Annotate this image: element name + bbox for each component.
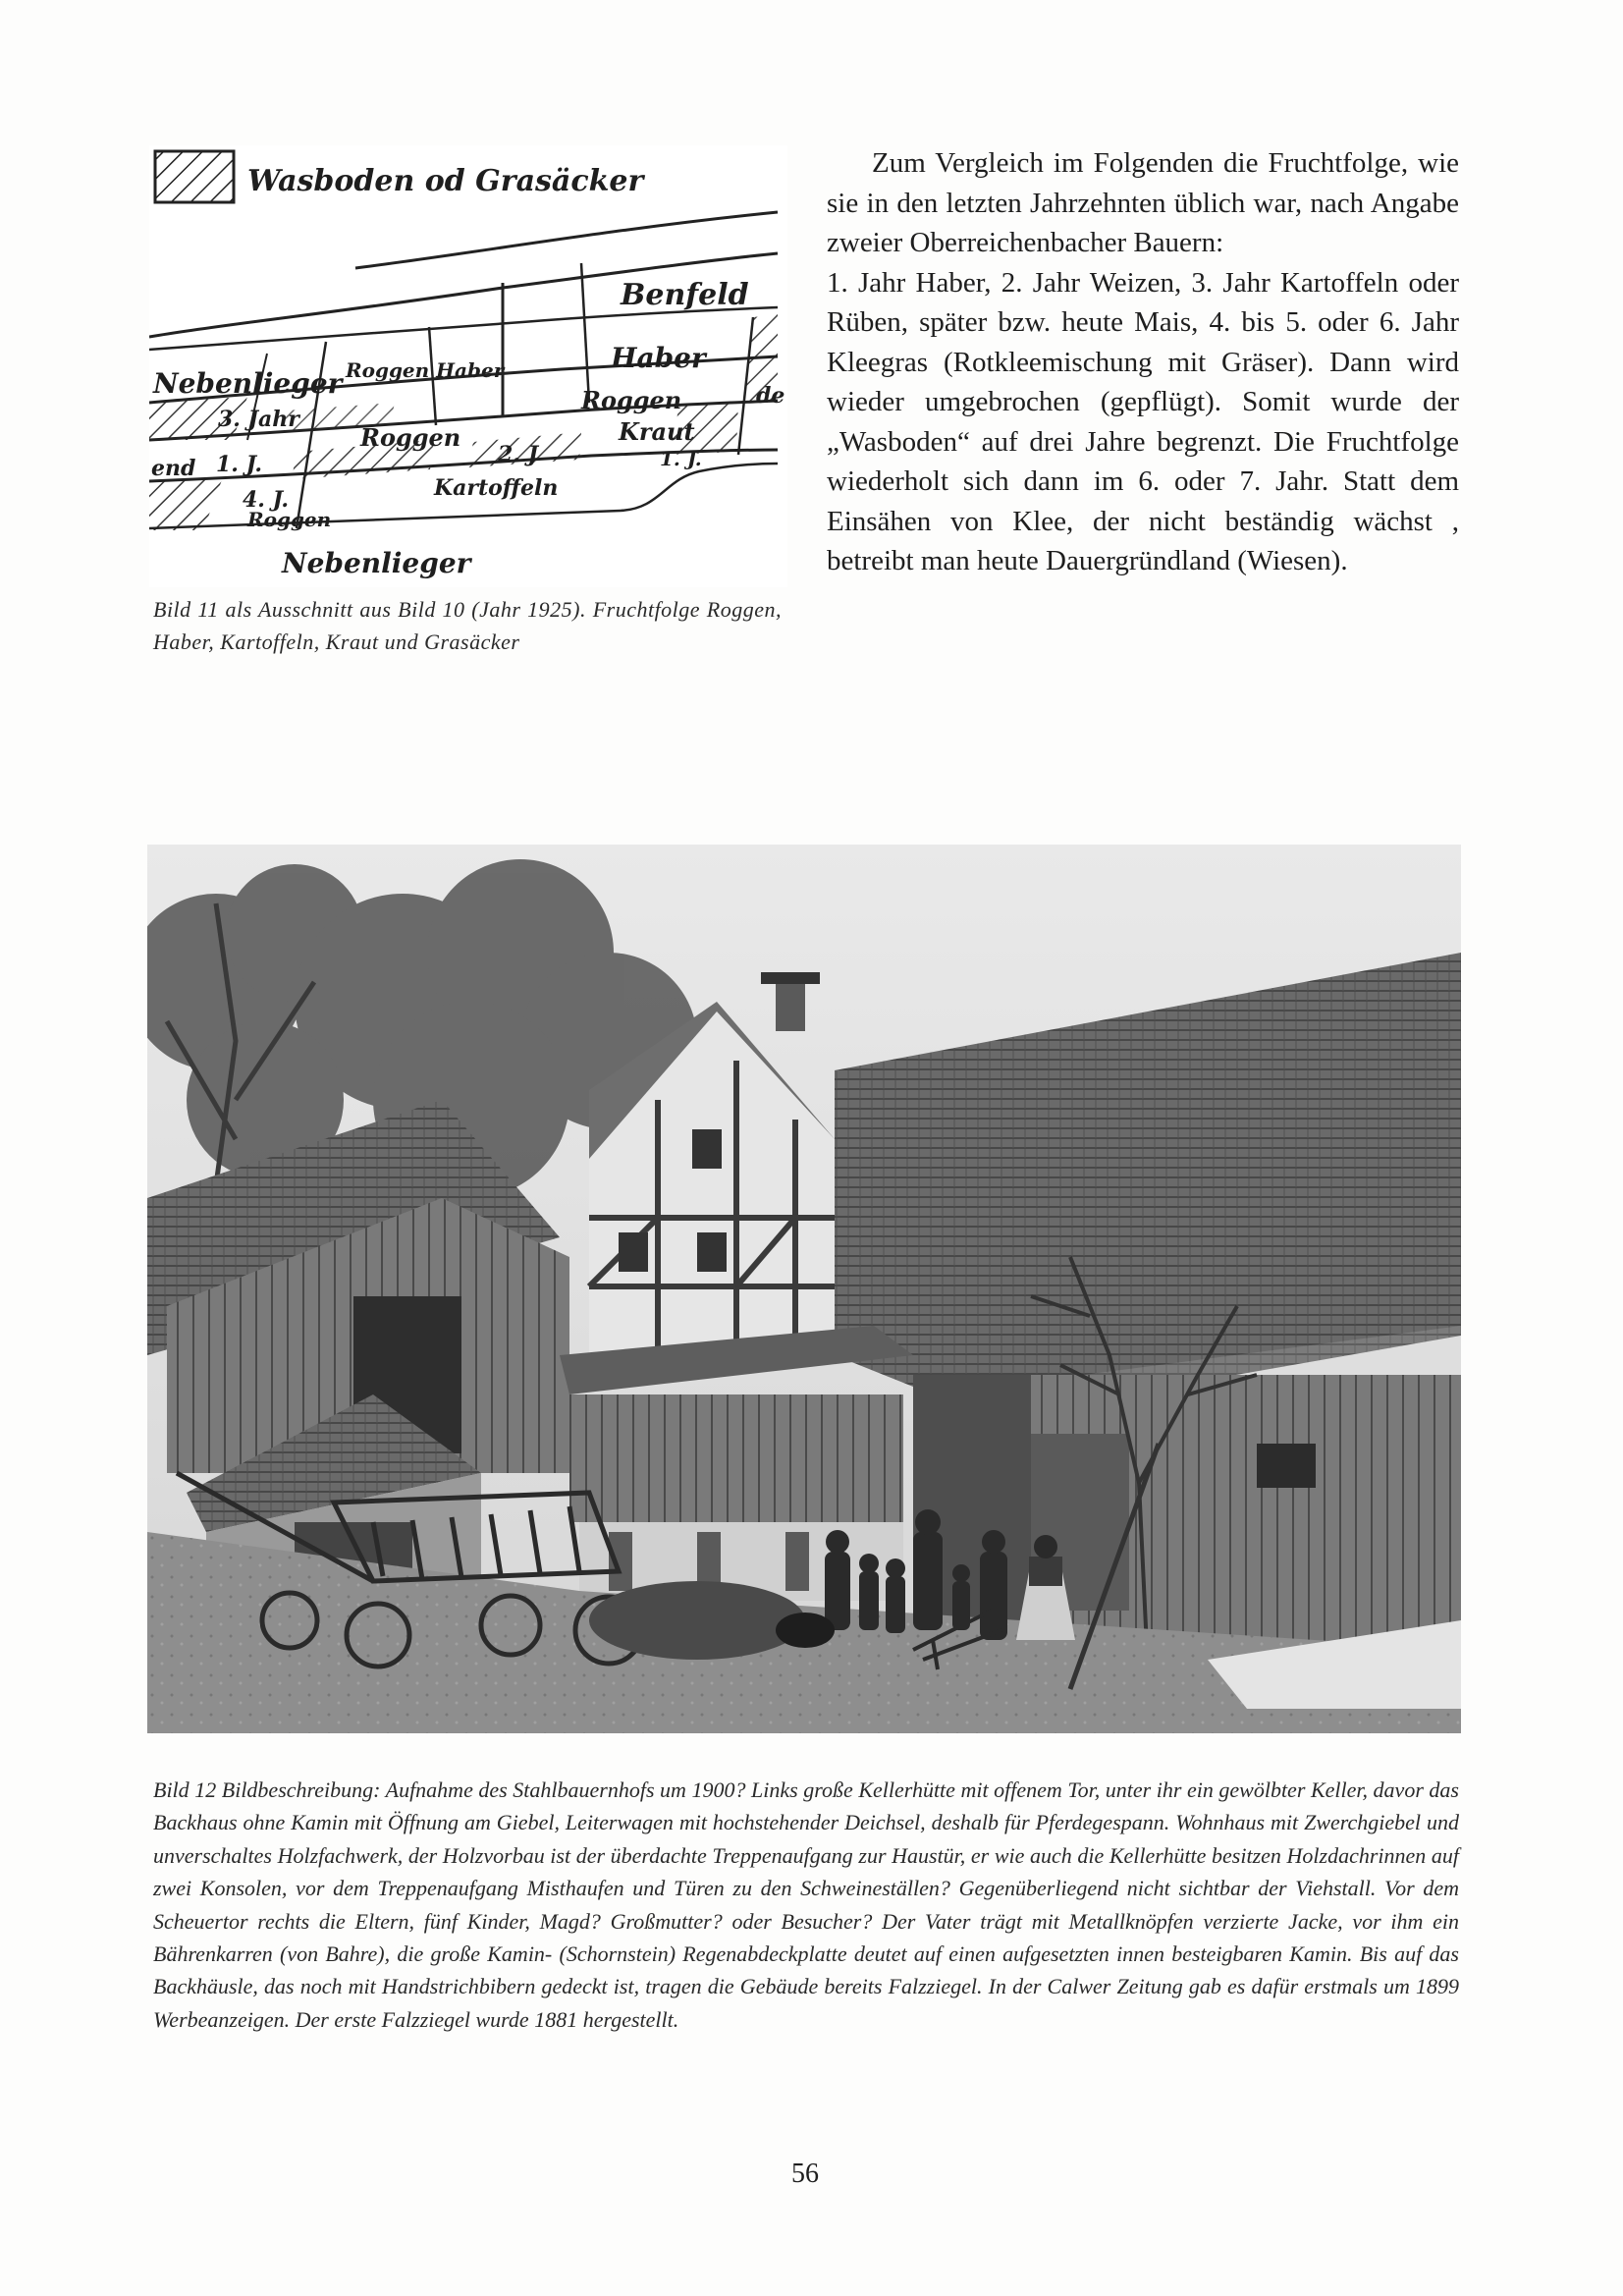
- label-roggen-haber: Roggen Haber: [346, 358, 505, 382]
- label-de: de: [756, 383, 785, 409]
- body-paragraph-intro: Zum Vergleich im Folgenden die Fruchtfolge, wie sie in den letzten Jahrzehnten üblich war, nach Angabe zweier Oberreichenbacher Bauern:: [827, 147, 1459, 258]
- legend-hatch-swatch: [155, 151, 234, 202]
- figure-12-caption: Bild 12 Bildbeschreibung: Aufnahme des Stahlbauernhofs um 1900? Links große Kellerhütte mit offenem Tor, unter ihr ein gewölbter Keller, davor das Backhaus ohne Kamin mit Öffnung am Giebel, Leiterwagen mit hochstehender Deichsel, deshalb für Pferdegespann. Wohnhaus mit Zwerchgiebel und unverschaltes Holzfachwerk, der Holzvorbau ist der überdachte Treppenaufgang zur Haustür, er wie auch die Kellerhütte besitzen Holzdachrinnen auf zwei Konsolen, vor dem Treppenaufgang Misthaufen und Türen zu den Schweineställen? Gegenüberliegend nicht sichtbar der Viehstall. Vor dem Scheuertor rechts die Eltern, fünf Kinder, Magd? Großmutter? oder Besucher? Der Vater trägt mit Metallknöpfen verzierte Jacke, vor ihm ein Bährenkarren (von Bahre), die große Kamin- (Schornstein) Regenabdeckplatte deutet auf einen aufgesetzten innen besteigbaren Kamin. Bis auf das Backhäusle, das noch mit Handstrichbibern gedeckt ist, tragen die Gebäude bereits Falzziegel. In der Calwer Zeitung gab es dafür erstmals um 1899 Werbeanzeigen. Der erste Falzziegel wurde 1881 hergestellt.: [153, 1777, 1459, 2032]
- label-4-j: 4. J.: [243, 487, 289, 513]
- figure-11-caption: Bild 11 als Ausschnitt aus Bild 10 (Jahr 1925). Fruchtfolge Roggen, Haber, Kartoffeln, Kraut und Grasäcker: [153, 597, 782, 654]
- label-2-j: 2. J: [498, 442, 539, 467]
- page-number: 56: [791, 2159, 819, 2189]
- body-text-column: [827, 143, 1459, 581]
- label-haber: Haber: [611, 342, 706, 374]
- label-kartoffeln: Kartoffeln: [434, 475, 559, 501]
- map-drawing: [149, 145, 787, 587]
- farmstead-photo-drawing: [147, 845, 1461, 1733]
- label-1-j-b: 1. J.: [660, 447, 702, 470]
- label-kraut: Kraut: [619, 417, 695, 446]
- label-nebenlieger-bottom: Nebenlieger: [282, 547, 471, 579]
- label-benfeld: Benfeld: [621, 278, 749, 312]
- label-nebenlieger-top: Nebenlieger: [153, 367, 343, 400]
- label-3-jahr: 3. Jahr: [218, 407, 299, 432]
- body-paragraph-crop-rotation: 1. Jahr Haber, 2. Jahr Weizen, 3. Jahr Kartoffeln oder Rüben, später bzw. heute Mais, 4. bis 5. oder 6. Jahr Kleegras (Rotkleemischung mit Gräser). Dann wird wieder umgebrochen (gepflügt). Somit wurde der „Wasboden“ auf drei Jahre begrenzt. Die Fruchtfolge wiederholt sich dann im 6. oder 7. Jahr. Statt dem Einsähen von Klee, der nicht beständig wächst , betreibt man heute Dauergründland (Wiesen).: [827, 266, 1459, 576]
- figure-12-photo: [147, 845, 1461, 1733]
- label-end: end: [151, 456, 196, 481]
- legend-label: Wasboden od Grasäcker: [247, 164, 644, 198]
- label-roggen-1: Roggen: [581, 386, 682, 414]
- label-1-j: 1. J.: [216, 452, 262, 477]
- figure-11-map: [149, 145, 787, 587]
- label-roggen-3: Roggen: [247, 508, 332, 531]
- label-roggen-2: Roggen: [360, 423, 461, 452]
